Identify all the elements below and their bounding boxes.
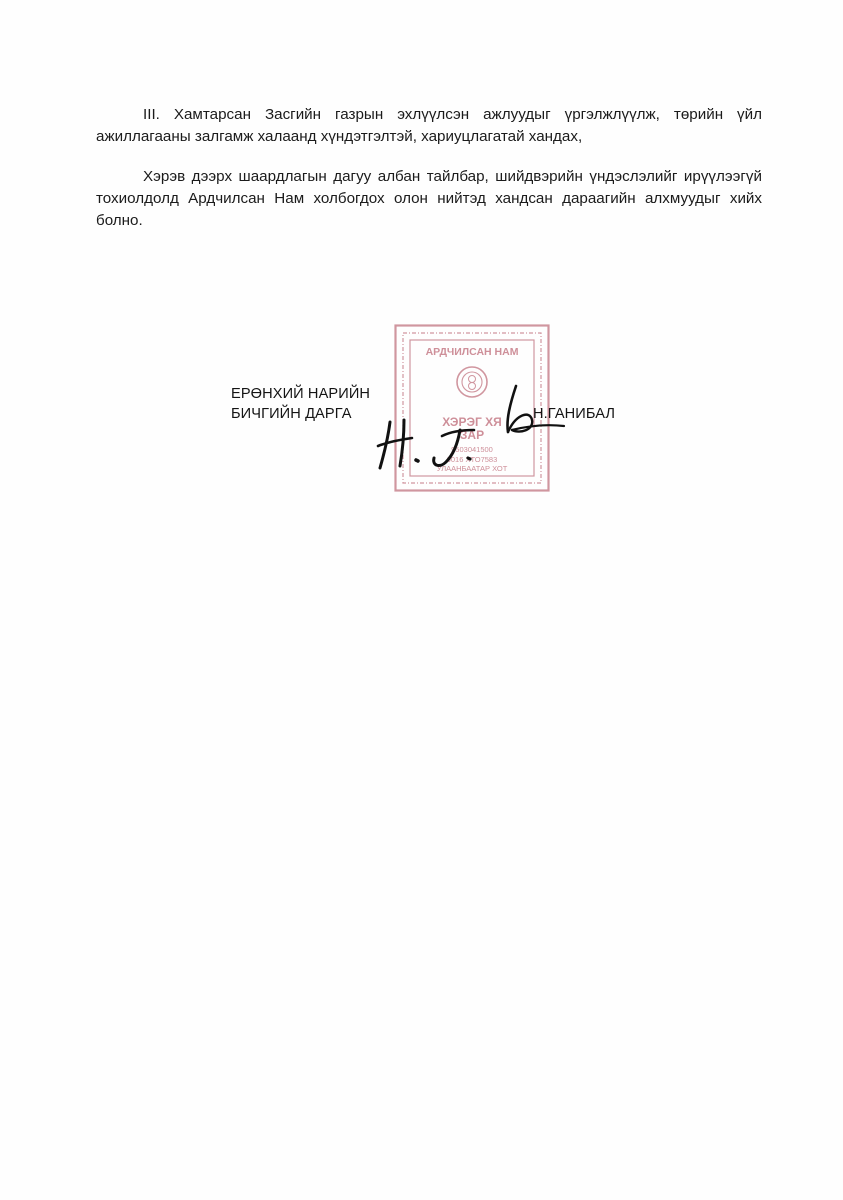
stamp-middle-text-1: ХЭРЭГ ХЯ	[442, 415, 502, 429]
paragraph-2: Хэрэв дээрх шаардлагын дагуу албан тайлбар, шийдвэрийн үндэслэлийг ирүүлээгүй тохиолдолд Ардчилсан Нам холбогдох олон нийтэд хандсан дараагийн алхмуудыг хийх болно.	[96, 168, 762, 229]
stamp-city-text: УЛААНБААТАР ХОТ	[436, 464, 508, 473]
stamp-number-text: 9503041500	[451, 445, 493, 454]
stamp-top-text: АРДЧИЛСАН НАМ	[425, 346, 519, 358]
signer-title-line-2: БИЧГИЙН ДАРГА	[231, 406, 352, 422]
handwritten-signature	[370, 380, 570, 480]
paragraph-1: III. Хамтарсан Засгийн газрын эхлүүлсэн ажлуудыг үргэлжлүүлж, төрийн үйл ажиллагааны залгамж халаанд хүндэтгэлтэй, хариуцлагатай хандах,	[96, 106, 762, 145]
signature-graphic	[370, 380, 570, 480]
signer-name: Н.ГАНИБАЛ	[533, 406, 616, 422]
stamp-code-text: 9016 ХТО7583	[446, 455, 498, 464]
signer-title-line-1: ЕРӨНХИЙ НАРИЙН	[231, 386, 371, 402]
stamp-middle-text-2: ЗАР	[459, 428, 485, 442]
